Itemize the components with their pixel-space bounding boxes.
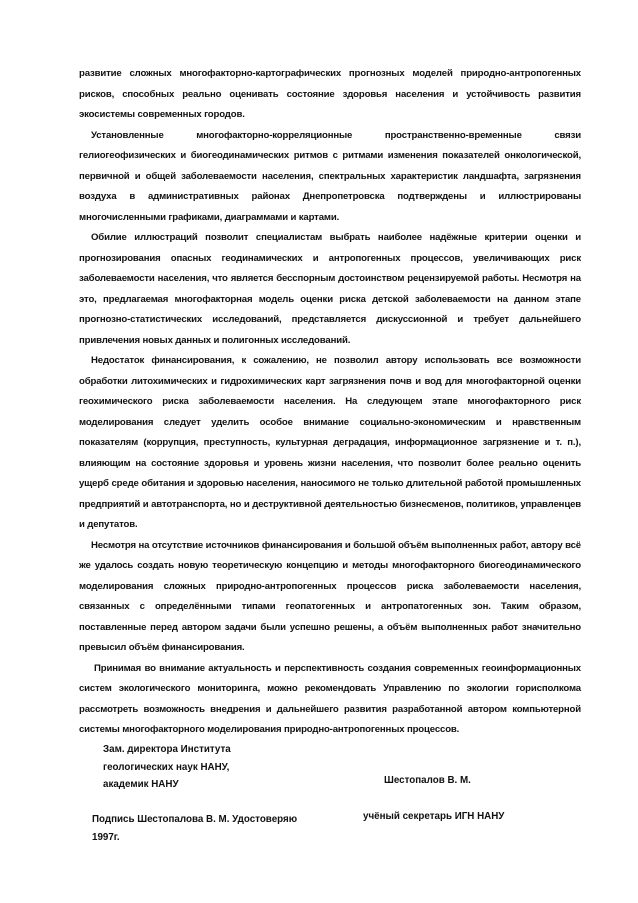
paragraph-6: Принимая во внимание актуальность и перспективность создания современных геоинформационных систем экологического мониторинга, можно рекомендовать Управлению по экологии горисполкома рассмотреть возможность внедрения и дальнейшего развития разработанной автором компьютерной системы многофакторного моделирования природно-антропогенных процессов. [79,662,581,735]
certification-block [92,811,352,846]
certification-year: 1997г. [92,831,120,843]
certification-text: Подпись Шестопалова В. М. Удостоверяю [92,814,298,825]
document-body [79,64,581,741]
signature-position: Зам. директора Института [103,744,231,755]
certification-secretary: учёный секретарь ИГН НАНУ [363,811,505,822]
paragraph-2: Установленные многофакторно-корреляционные пространственно-временные связи гелиогеофизических и биогеодинамических ритмов с ритмами изменения показателей онкологической, первичной и общей заболеваемости населения, спектральных характеристик ландшафта, загрязнения воздуха в административных районах Днепропетровска подтверждены и иллюстрированы многочисленными графиками, диаграммами и картами. [79,129,581,223]
signature-block [103,741,403,794]
signature-institution: геологических наук НАНУ, [103,761,230,773]
paragraph-3: Обилие иллюстраций позволит специалистам выбрать наиболее надёжные критерии оценки и прогнозирования опасных геодинамических и антропогенных процессов, увеличивающих риск заболеваемости населения, что является бесспорным достоинством рецензируемой работы. Несмотря на это, предлагаемая многофакторная модель оценки риска детской заболеваемости на данном этапе прогнозно-статистических исследований, представляется дискуссионной и требует дальнейшего привлечения новых данных и полигонных исследований. [79,232,581,346]
signature-title: академик НАНУ [103,779,179,790]
paragraph-4: Недостаток финансирования, к сожалению, не позволил автору использовать все возможности обработки литохимических и гидрохимических карт загрязнения почв и вод для многофакторной оценки геохимического риска заболеваемости населения. На следующем этапе многофакторного риск моделирования следует уделить особое внимание социально-экономическим и нравственным показателям (коррупция, преступность, культурная деградация, информационное загрязнение и т. п.), влияющим на состояние здоровья и уровень жизни населения, что позволит более реально оценить ущерб среде обитания и здоровью населения, наносимого не только длительной работой промышленных предприятий и автотранспорта, но и деструктивной деятельностью бизнесменов, политиков, управленцев и депутатов. [79,355,581,530]
paragraph-5: Несмотря на отсутствие источников финансирования и большой объём выполненных работ, автору всё же удалось создать новую теоретическую концепцию и методы многофакторного биогеодинамического моделирования сложных природно-антропогенных процессов риска заболеваемости населения, связанных с определёнными типами геопатогенных и антропатогенных зон. Таким образом, поставленные перед автором задачи были успешно решены, а объём выполненных работ значительно превысил объём финансирования. [79,539,581,653]
signature-name: Шестопалов В. М. [384,775,471,786]
paragraph-1: развитие сложных многофакторно-картографических прогнозных моделей природно-антропогенных рисков, способных реально оценивать состояние здоровья населения и устойчивость развития экосистемы современных городов. [79,68,581,120]
